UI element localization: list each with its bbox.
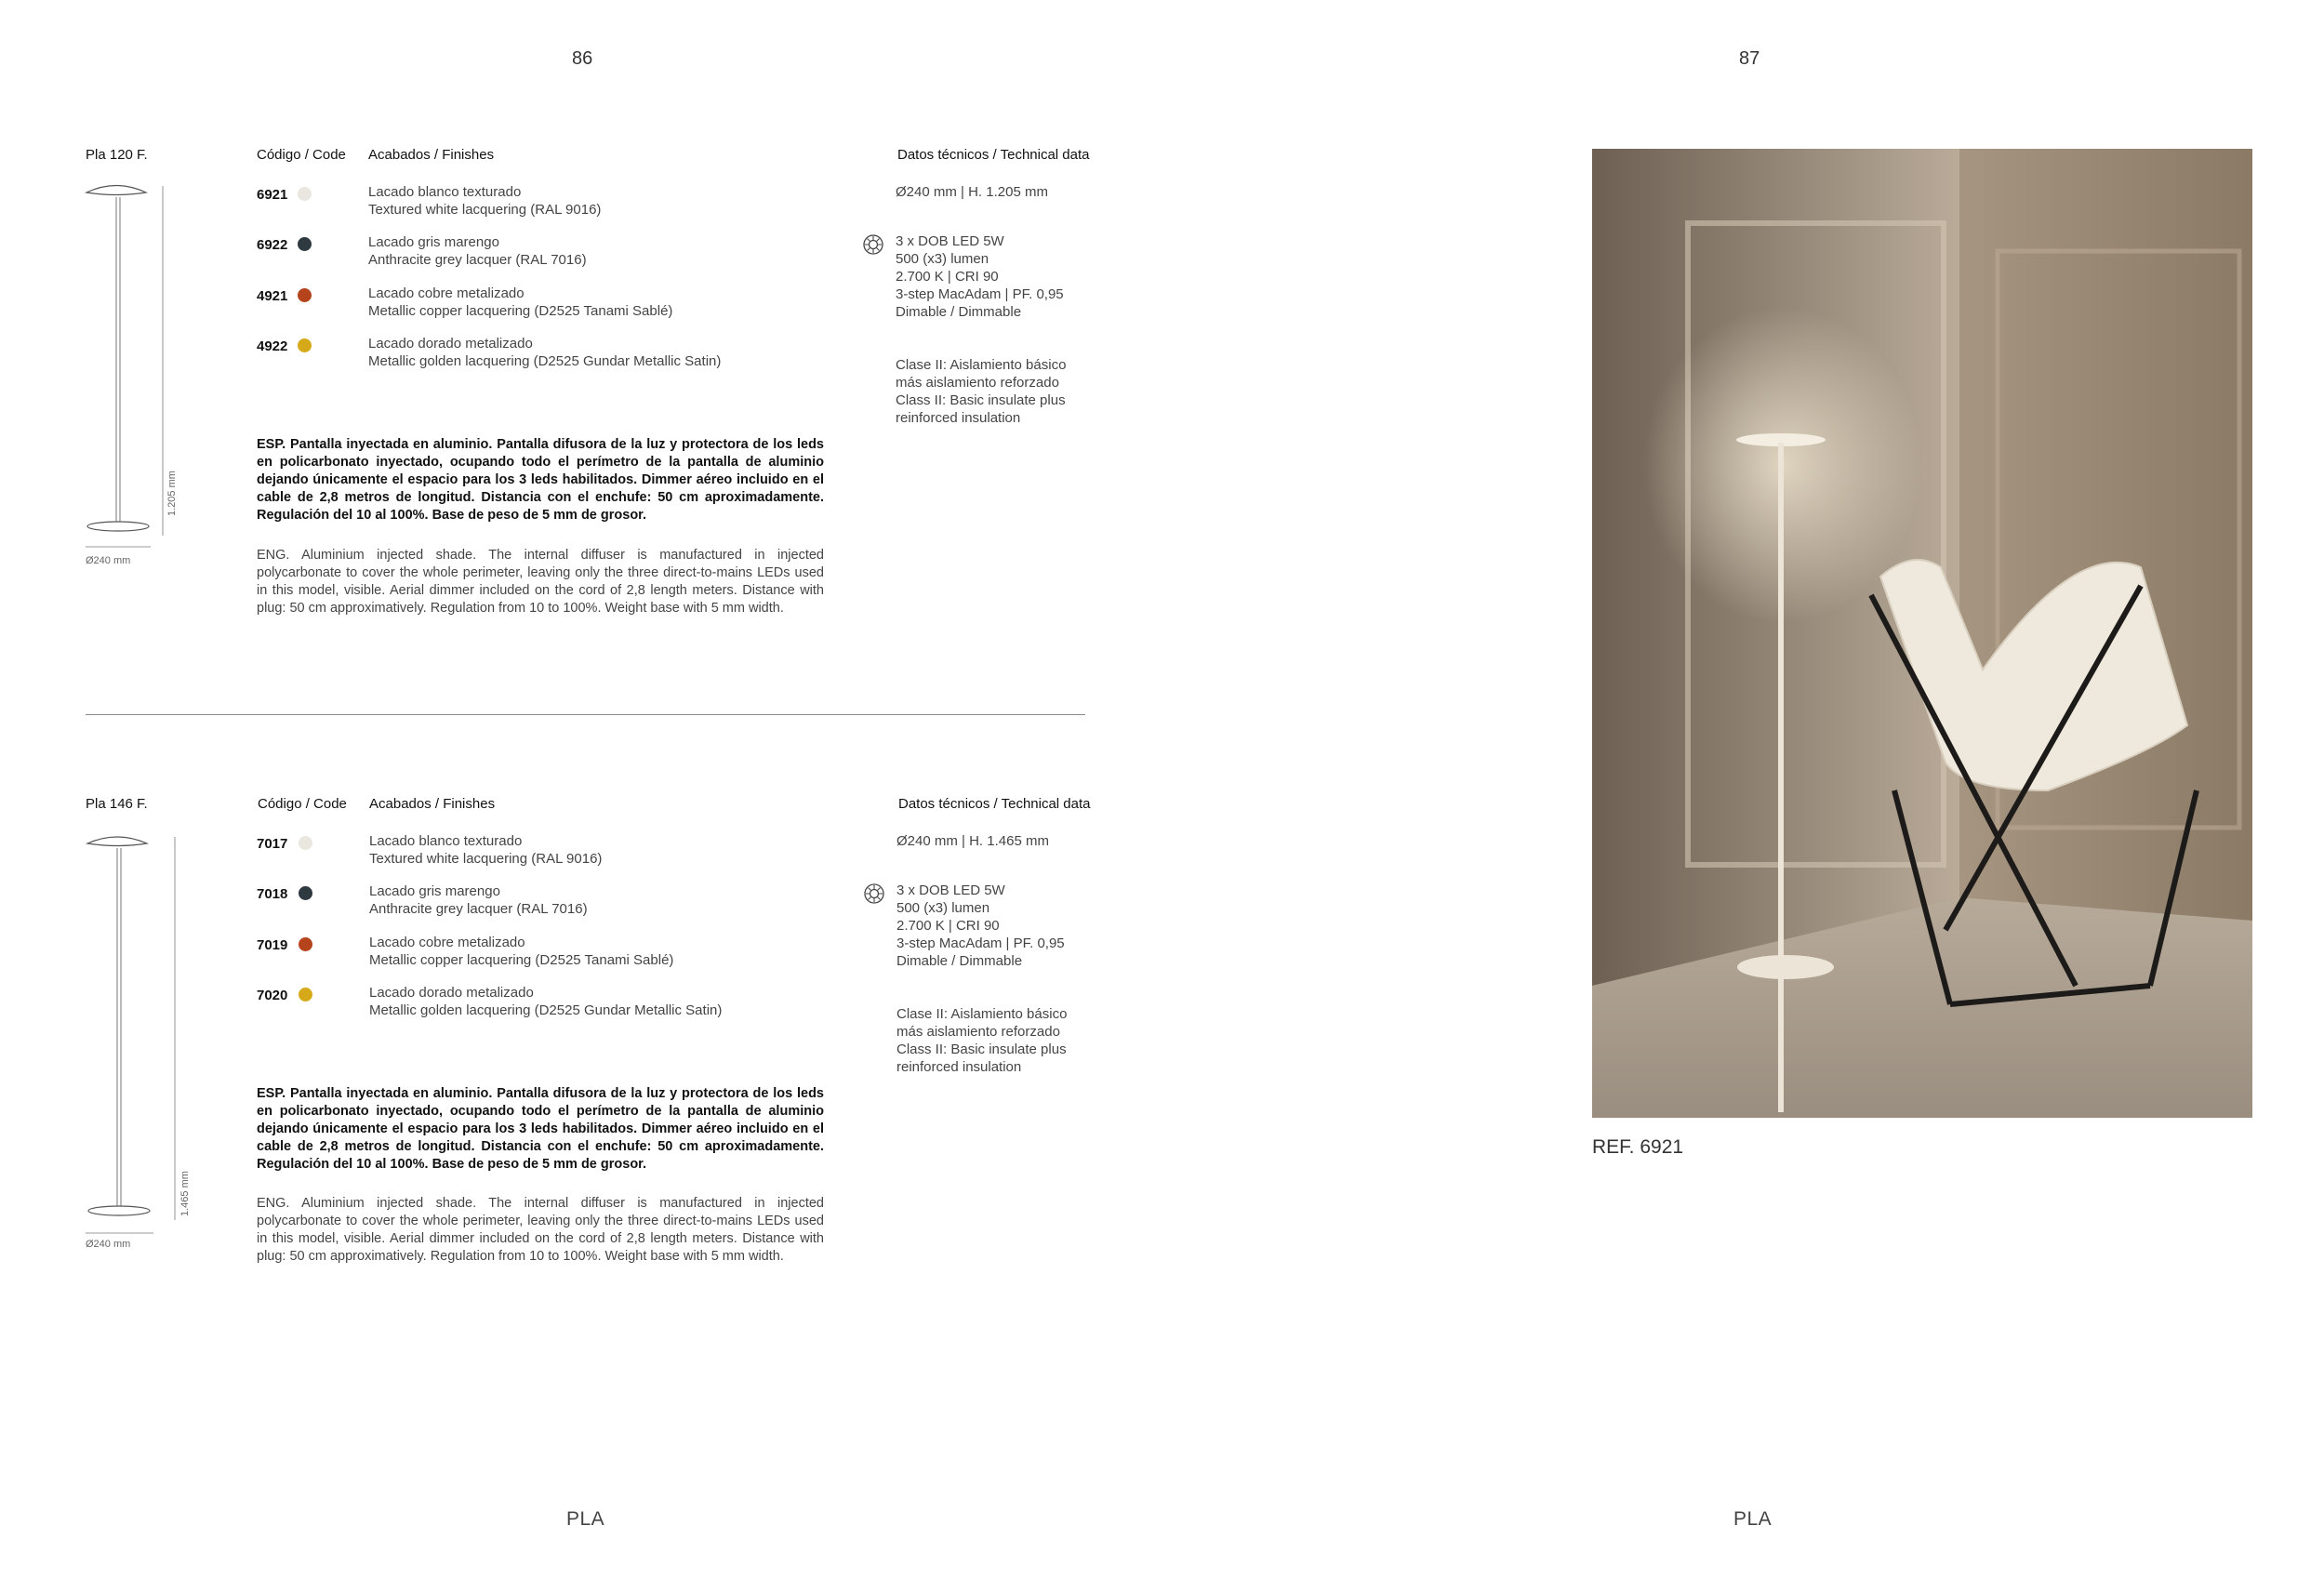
tech-led-specs: 3 x DOB LED 5W 500 (x3) lumen 2.700 K | CRI 90 3-step MacAdam | PF. 0,95 Dimable / Dimmable xyxy=(896,882,1065,969)
finish-description: Lacado blanco texturado Textured white lacquering (RAL 9016) xyxy=(368,184,602,218)
finish-description: Lacado blanco texturado Textured white lacquering (RAL 9016) xyxy=(369,833,603,867)
finish-code: 7018 xyxy=(257,886,288,902)
description-english: ENG. Aluminium injected shade. The internal diffuser is manufactured in injected polycarbonate to cover the whole perimeter, leaving only the three direct-to-mains LEDs used in this model, visible. Aerial dimmer included on the cord of 2,8 length meters. Distance with plug: 50 cm approximatively. Regulation from 10 to 100%. Weight base with 5 mm width. xyxy=(257,548,824,616)
led-dimmer-icon xyxy=(862,233,884,256)
page-number-left: 86 xyxy=(572,48,593,69)
color-swatch-copper xyxy=(298,288,312,302)
footer-left: PLA xyxy=(566,1508,605,1530)
page-number-right: 87 xyxy=(1739,48,1760,69)
diameter-dimension-label: Ø240 mm xyxy=(86,1239,131,1250)
color-swatch-gold xyxy=(298,338,312,352)
color-swatch-grey xyxy=(299,886,312,900)
finishes-header: Acabados / Finishes xyxy=(369,796,496,812)
tech-dimensions: Ø240 mm | H. 1.205 mm xyxy=(896,184,1048,200)
color-swatch-white xyxy=(298,187,312,201)
photo-reference-caption: REF. 6921 xyxy=(1592,1136,1684,1158)
color-swatch-copper xyxy=(299,937,312,951)
height-dimension-label: 1.205 mm xyxy=(166,471,178,516)
tech-header: Datos técnicos / Technical data xyxy=(898,796,1091,812)
height-dimension-label: 1.465 mm xyxy=(179,1171,191,1216)
finish-description: Lacado dorado metalizado Metallic golden lacquering (D2525 Gundar Metallic Satin) xyxy=(369,985,723,1018)
description-spanish: ESP. Pantalla inyectada en aluminio. Pantalla difusora de la luz y protectora de los leds en policarbonato inyectado, ocupando todo el perímetro de la pantalla de aluminio dejando únicamente el espacio para los 3 leds habilitados. Dimmer aéreo incluido en el cable de 2,8 metros de longitud. Distancia con el enchufe: 50 cm aproximadamente. Regulación del 10 al 100%. Base de peso de 5 mm de grosor. xyxy=(257,437,824,523)
diameter-dimension-label: Ø240 mm xyxy=(86,555,131,566)
tech-led-specs: 3 x DOB LED 5W 500 (x3) lumen 2.700 K | CRI 90 3-step MacAdam | PF. 0,95 Dimable / Dimmable xyxy=(896,233,1064,320)
product-name: Pla 146 F. xyxy=(86,796,148,812)
product-name: Pla 120 F. xyxy=(86,147,148,163)
color-swatch-grey xyxy=(298,237,312,251)
finish-description: Lacado cobre metalizado Metallic copper lacquering (D2525 Tanami Sablé) xyxy=(368,285,673,319)
code-header: Código / Code xyxy=(258,796,347,812)
finish-code: 6922 xyxy=(257,237,288,253)
footer-right: PLA xyxy=(1733,1508,1773,1530)
description-english: ENG. Aluminium injected shade. The internal diffuser is manufactured in injected polycarbonate to cover the whole perimeter, leaving only the three direct-to-mains LEDs used in this model, visible. Aerial dimmer included on the cord of 2,8 length meters. Distance with plug: 50 cm approximatively. Regulation from 10 to 100%. Weight base with 5 mm width. xyxy=(257,1196,824,1264)
finish-code: 6921 xyxy=(257,187,288,203)
finishes-header: Acabados / Finishes xyxy=(368,147,495,163)
tech-insulation-class: Clase II: Aislamiento básico más aislamiento reforzado Class II: Basic insulate plus reinforced insulation xyxy=(896,1006,1068,1075)
lamp-drawing-146 xyxy=(79,828,191,1237)
tech-dimensions: Ø240 mm | H. 1.465 mm xyxy=(896,833,1049,849)
section-divider xyxy=(86,714,1085,715)
color-swatch-gold xyxy=(299,988,312,1002)
code-header: Código / Code xyxy=(257,147,346,163)
finish-description: Lacado gris marengo Anthracite grey lacquer (RAL 7016) xyxy=(368,234,587,268)
description-spanish: ESP. Pantalla inyectada en aluminio. Pantalla difusora de la luz y protectora de los leds en policarbonato inyectado, ocupando todo el perímetro de la pantalla de aluminio dejando únicamente el espacio para los 3 leds habilitados. Dimmer aéreo incluido en el cable de 2,8 metros de longitud. Distancia con el enchufe: 50 cm aproximadamente. Regulación del 10 al 100%. Base de peso de 5 mm de grosor. xyxy=(257,1086,824,1172)
product-photo xyxy=(1592,149,2252,1118)
finish-code: 7020 xyxy=(257,988,288,1003)
color-swatch-white xyxy=(299,836,312,850)
finish-code: 4921 xyxy=(257,288,288,304)
finish-description: Lacado cobre metalizado Metallic copper lacquering (D2525 Tanami Sablé) xyxy=(369,935,674,968)
finish-code: 7017 xyxy=(257,836,288,852)
finish-description: Lacado dorado metalizado Metallic golden lacquering (D2525 Gundar Metallic Satin) xyxy=(368,336,722,369)
tech-header: Datos técnicos / Technical data xyxy=(897,147,1090,163)
finish-description: Lacado gris marengo Anthracite grey lacquer (RAL 7016) xyxy=(369,883,588,917)
finish-code: 7019 xyxy=(257,937,288,953)
finish-code: 4922 xyxy=(257,338,288,354)
tech-insulation-class: Clase II: Aislamiento básico más aislamiento reforzado Class II: Basic insulate plus reinforced insulation xyxy=(896,357,1067,426)
led-dimmer-icon xyxy=(863,882,885,905)
